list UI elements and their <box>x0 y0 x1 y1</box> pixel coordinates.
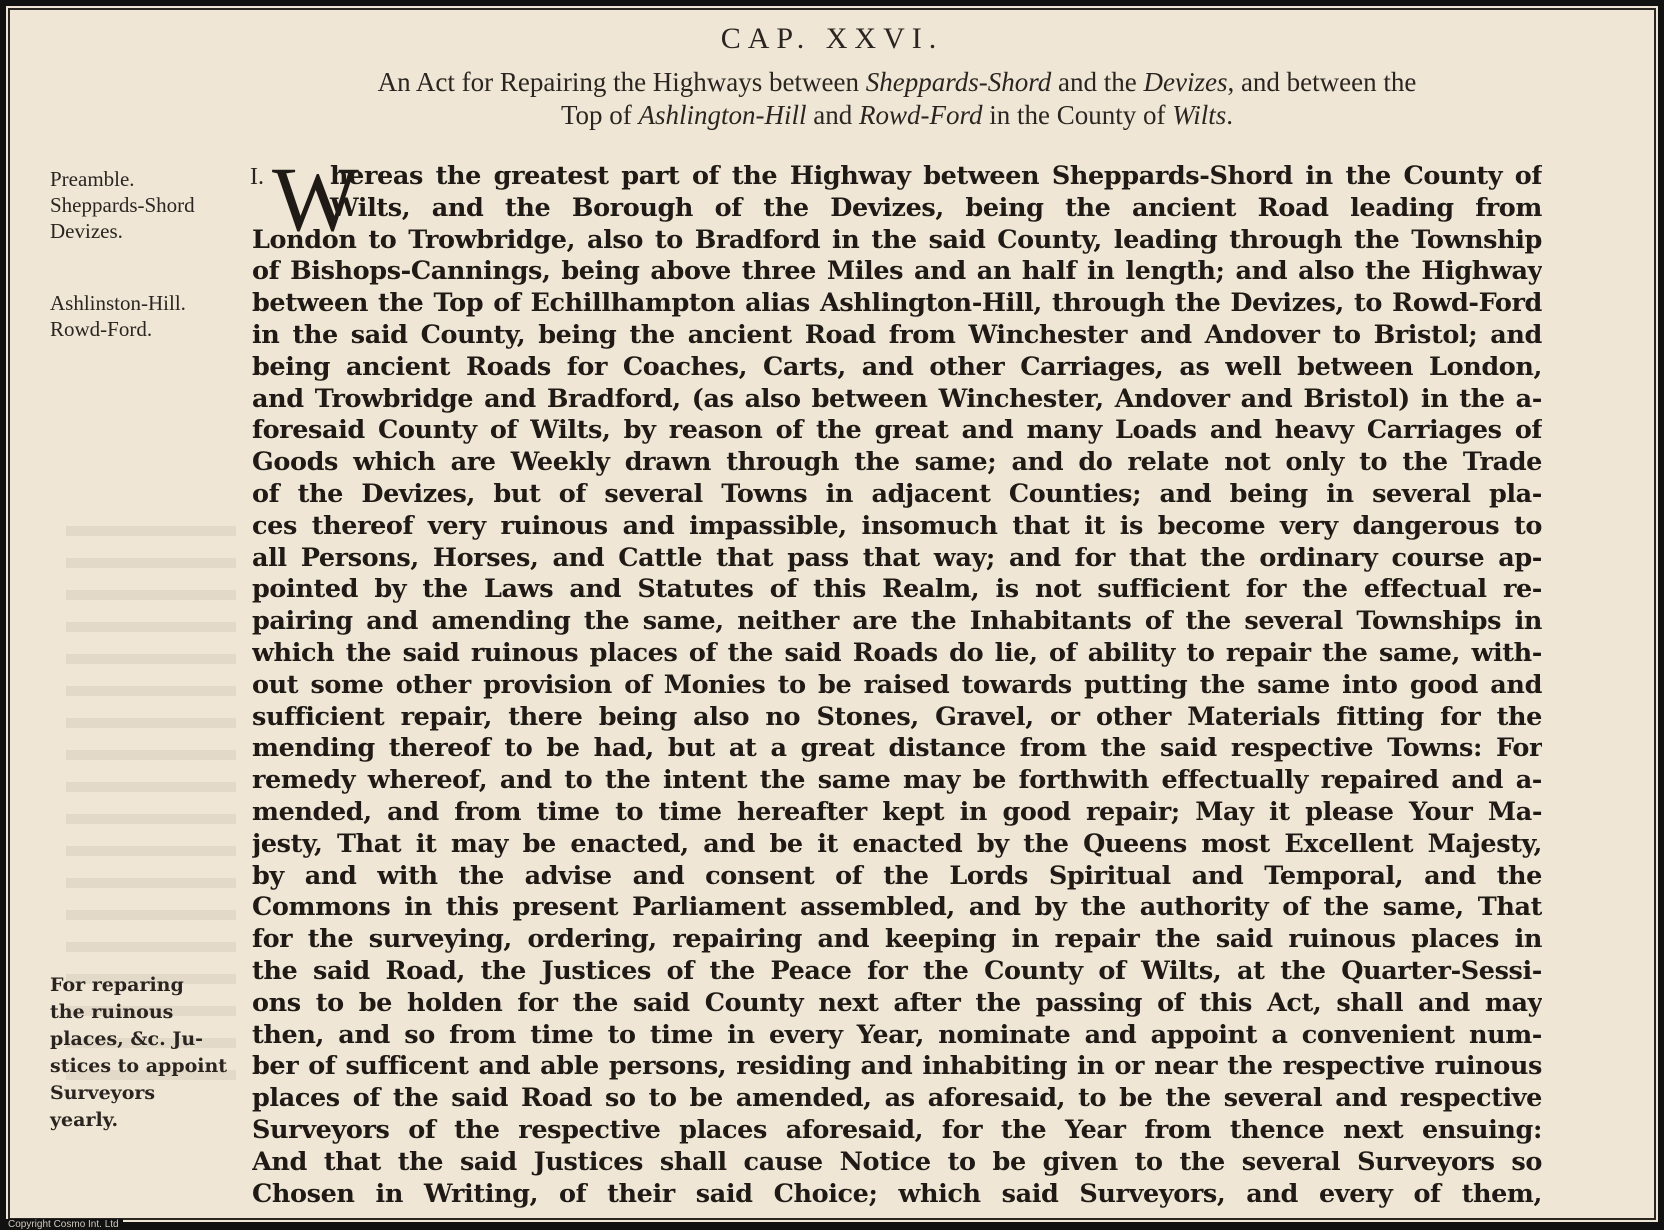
body-line: for the surveying, ordering, repairing and keeping in repair the said ruinous places in <box>252 924 1542 956</box>
body-line: being ancient Roads for Coaches, Carts, and other Carriages, as well between London, <box>252 352 1542 384</box>
body-line: ces thereof very ruinous and impassible, insomuch that it is become very dangerous to <box>252 511 1542 543</box>
body-line: in the said County, being the ancient Road from Winchester and Andover to Bristol; and <box>252 320 1542 352</box>
section-number: I. <box>250 164 264 191</box>
body-line: pairing and amending the same, neither are the Inhabitants of the several Townships in <box>252 606 1542 638</box>
act-title <box>252 66 1542 132</box>
body-line: by and with the advise and consent of the Lords Spiritual and Temporal, and the <box>252 861 1542 893</box>
body-line: Surveyors of the respective places aforesaid, for the Year from thence next ensuing: <box>252 1115 1542 1147</box>
body-line: mending thereof to be had, but at a great distance from the said respective Towns: For <box>252 733 1542 765</box>
margin-note-surveyors: For reparing the ruinous places, &c. Ju- stices to appoint Surveyors yearly. <box>50 972 250 1134</box>
act-title-line-1: An Act for Repairing the Highways between Sheppards-Shord and the Devizes, and between the <box>252 66 1542 99</box>
body-line: remedy whereof, and to the intent the same may be forthwith effectually repaired and a- <box>252 765 1542 797</box>
copyright-notice: Copyright Cosmo Int. Ltd <box>4 1219 123 1230</box>
body-line: and Trowbridge and Bradford, (as also between Winchester, Andover and Bristol) in the a- <box>252 384 1542 416</box>
body-line: jesty, That it may be enacted, and be it enacted by the Queens most Excellent Majesty, <box>252 829 1542 861</box>
body-line: the said Road, the Justices of the Peace for the County of Wilts, at the Quarter-Sessi- <box>252 956 1542 988</box>
body-line: And that the said Justices shall cause Notice to be given to the several Surveyors so <box>252 1147 1542 1179</box>
document-page <box>6 6 1658 1222</box>
body-line: Wilts, and the Borough of the Devizes, being the ancient Road leading from <box>252 193 1542 225</box>
body-line: sufficient repair, there being also no Stones, Gravel, or other Materials fitting for the <box>252 702 1542 734</box>
body-line: of the Devizes, but of several Towns in adjacent Counties; and being in several pla- <box>252 479 1542 511</box>
body-line: places of the said Road so to be amended, as aforesaid, to be the several and respective <box>252 1083 1542 1115</box>
act-body-text <box>252 161 1542 1210</box>
body-line: pointed by the Laws and Statutes of this Realm, is not sufficient for the effectual re- <box>252 574 1542 606</box>
chapter-heading: CAP. XXVI. <box>6 22 1658 56</box>
body-line: mended, and from time to time hereafter kept in good repair; May it please Your Ma- <box>252 797 1542 829</box>
drop-cap: W <box>272 154 359 244</box>
body-line: Chosen in Writing, of their said Choice; which said Surveyors, and every of them, <box>252 1179 1542 1211</box>
body-line: ber of sufficent and able persons, residing and inhabiting in or near the respective ruinous <box>252 1051 1542 1083</box>
body-line: then, and so from time to time in every Year, nominate and appoint a convenient num- <box>252 1020 1542 1052</box>
body-line: out some other provision of Monies to be raised towards putting the same into good and <box>252 670 1542 702</box>
body-line: Goods which are Weekly drawn through the same; and do relate not only to the Trade <box>252 447 1542 479</box>
margin-note-preamble: Preamble. Sheppards-Shord Devizes. <box>50 166 250 244</box>
body-line: Commons in this present Parliament assembled, and by the authority of the same, That <box>252 892 1542 924</box>
body-line: London to Trowbridge, also to Bradford in the said County, leading through the Township <box>252 225 1542 257</box>
margin-note-ashlington: Ashlinston-Hill. Rowd-Ford. <box>50 290 250 342</box>
body-line: foresaid County of Wilts, by reason of the great and many Loads and heavy Carriages of <box>252 415 1542 447</box>
body-line: all Persons, Horses, and Cattle that pass that way; and for that the ordinary course ap- <box>252 543 1542 575</box>
body-line: which the said ruinous places of the said Roads do lie, of ability to repair the same, with- <box>252 638 1542 670</box>
body-line: ons to be holden for the said County next after the passing of this Act, shall and may <box>252 988 1542 1020</box>
body-line: between the Top of Echillhampton alias Ashlington-Hill, through the Devizes, to Rowd-Ford <box>252 288 1542 320</box>
body-line: hereas the greatest part of the Highway between Sheppards-Shord in the County of <box>252 161 1542 193</box>
act-title-line-2: Top of Ashlington-Hill and Rowd-Ford in the County of Wilts. <box>252 99 1542 132</box>
body-line: of Bishops-Cannings, being above three Miles and an half in length; and also the Highway <box>252 256 1542 288</box>
